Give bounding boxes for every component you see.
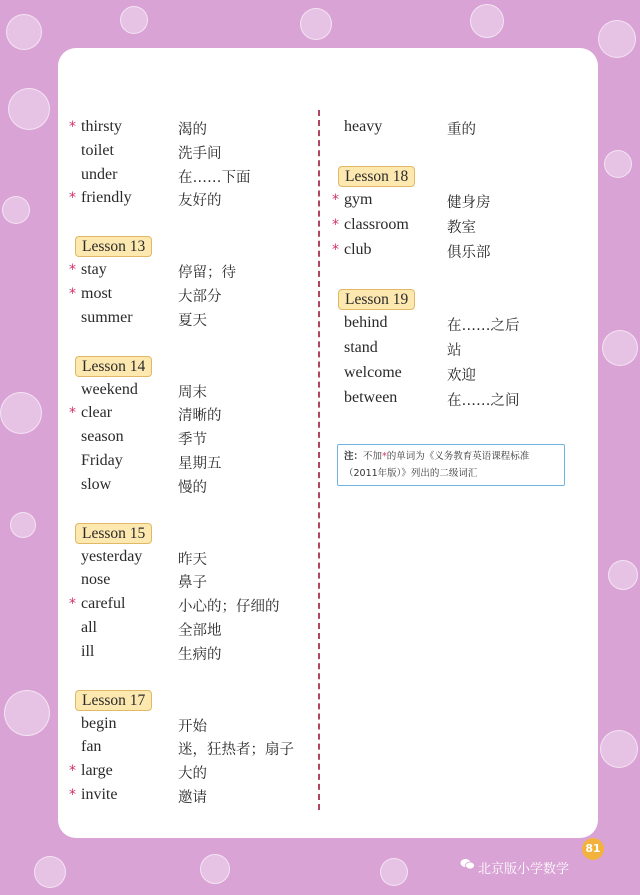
footnote-text-after: 的单词为《义务教育英语课程标准（2011年版）》列出的二级词汇 xyxy=(344,451,530,479)
chinese-meaning: 邀请 xyxy=(178,790,207,806)
english-word: invite xyxy=(81,786,118,803)
chinese-meaning: 慢的 xyxy=(178,479,207,496)
chinese-meaning: 在……下面 xyxy=(178,169,251,186)
decor-bubble xyxy=(0,392,42,434)
decor-bubble xyxy=(604,150,632,178)
chinese-meaning: 友好的 xyxy=(178,193,222,210)
chinese-meaning: 在……之后 xyxy=(447,318,520,334)
english-word: gym xyxy=(344,191,373,208)
star-marker: * xyxy=(69,596,76,613)
english-word: careful xyxy=(81,595,126,613)
star-marker: * xyxy=(69,286,76,302)
chinese-meaning: 洗手间 xyxy=(178,145,222,162)
decor-bubble xyxy=(598,20,636,58)
footnote-label: 注： xyxy=(344,451,364,462)
column-divider xyxy=(318,110,320,810)
star-marker: * xyxy=(69,262,76,279)
star-marker: * xyxy=(69,119,76,135)
watermark: 北京版小学数学 xyxy=(478,862,570,877)
english-word: weekend xyxy=(81,380,138,398)
chinese-meaning: 星期五 xyxy=(178,456,222,472)
english-word: stand xyxy=(344,339,378,356)
english-word: season xyxy=(81,428,124,446)
star-marker: * xyxy=(332,242,339,258)
decor-bubble xyxy=(120,6,148,34)
chinese-meaning: 周末 xyxy=(178,384,207,401)
decor-bubble xyxy=(300,8,332,40)
chinese-meaning: 全部地 xyxy=(178,623,222,639)
chinese-meaning: 教室 xyxy=(447,220,476,236)
lesson-heading: Lesson 15 xyxy=(75,523,152,544)
decor-bubble xyxy=(602,330,638,366)
lesson-heading: Lesson 19 xyxy=(338,289,415,310)
chinese-meaning: 夏天 xyxy=(178,312,207,329)
decor-bubble xyxy=(470,4,504,38)
footnote-text-before: 不加 xyxy=(363,451,383,462)
chinese-meaning: 大的 xyxy=(178,766,207,783)
english-word: yesterday xyxy=(81,547,143,565)
english-word: clear xyxy=(81,404,113,422)
english-word: most xyxy=(81,285,113,302)
english-word: toilet xyxy=(81,141,114,159)
chinese-meaning: 俱乐部 xyxy=(447,245,491,261)
english-word: under xyxy=(81,165,118,183)
lesson-heading: Lesson 13 xyxy=(75,236,152,257)
english-word: between xyxy=(344,389,398,406)
chinese-meaning: 昨天 xyxy=(178,551,207,568)
english-word: begin xyxy=(81,714,117,732)
english-word: thirsty xyxy=(81,118,122,135)
english-word: large xyxy=(81,762,113,780)
star-marker: * xyxy=(69,190,76,207)
chinese-meaning: 生病的 xyxy=(178,646,222,663)
decor-bubble xyxy=(380,858,408,886)
decor-bubble xyxy=(8,88,50,130)
chinese-meaning: 渴的 xyxy=(178,122,207,138)
chinese-meaning: 鼻子 xyxy=(178,575,207,592)
decor-bubble xyxy=(34,856,66,888)
chinese-meaning: 在……之间 xyxy=(447,393,520,409)
decor-bubble xyxy=(10,512,36,538)
wechat-icon xyxy=(460,858,475,870)
english-word: behind xyxy=(344,314,388,331)
decor-bubble xyxy=(2,196,30,224)
decor-bubble xyxy=(200,854,230,884)
lesson-heading: Lesson 14 xyxy=(75,356,152,377)
english-word: nose xyxy=(81,571,111,589)
page-number: 81 xyxy=(582,838,604,860)
chinese-meaning: 季节 xyxy=(178,432,207,449)
english-word: club xyxy=(344,241,372,258)
english-word: classroom xyxy=(344,216,409,233)
chinese-meaning: 停留；待 xyxy=(178,265,236,282)
english-word: heavy xyxy=(344,118,383,135)
english-word: Friday xyxy=(81,452,123,469)
decor-bubble xyxy=(6,14,42,50)
chinese-meaning: 清晰的 xyxy=(178,408,222,425)
decor-bubble xyxy=(600,730,638,768)
english-word: slow xyxy=(81,475,112,493)
english-word: summer xyxy=(81,308,133,326)
chinese-meaning: 开始 xyxy=(178,718,207,735)
chinese-meaning: 健身房 xyxy=(447,195,491,211)
star-marker: * xyxy=(332,192,339,208)
star-marker: * xyxy=(332,217,339,233)
footnote-box xyxy=(337,444,565,486)
english-word: stay xyxy=(81,261,107,279)
star-marker: * xyxy=(69,405,76,422)
english-word: welcome xyxy=(344,364,402,381)
chinese-meaning: 欢迎 xyxy=(447,368,476,384)
english-word: friendly xyxy=(81,189,132,207)
chinese-meaning: 迷，狂热者；扇子 xyxy=(178,742,294,759)
chinese-meaning: 站 xyxy=(447,343,462,359)
chinese-meaning: 小心的；仔细的 xyxy=(178,599,280,616)
decor-bubble xyxy=(4,690,50,736)
star-marker: * xyxy=(69,787,76,803)
chinese-meaning: 重的 xyxy=(447,122,476,138)
english-word: all xyxy=(81,619,97,636)
english-word: fan xyxy=(81,738,102,756)
vocabulary-page xyxy=(58,48,598,838)
lesson-heading: Lesson 18 xyxy=(338,166,415,187)
decor-bubble xyxy=(608,560,638,590)
star-marker: * xyxy=(69,763,76,780)
english-word: ill xyxy=(81,642,95,660)
lesson-heading: Lesson 17 xyxy=(75,690,152,711)
chinese-meaning: 大部分 xyxy=(178,289,222,305)
footnote-star-marker: * xyxy=(382,451,387,462)
